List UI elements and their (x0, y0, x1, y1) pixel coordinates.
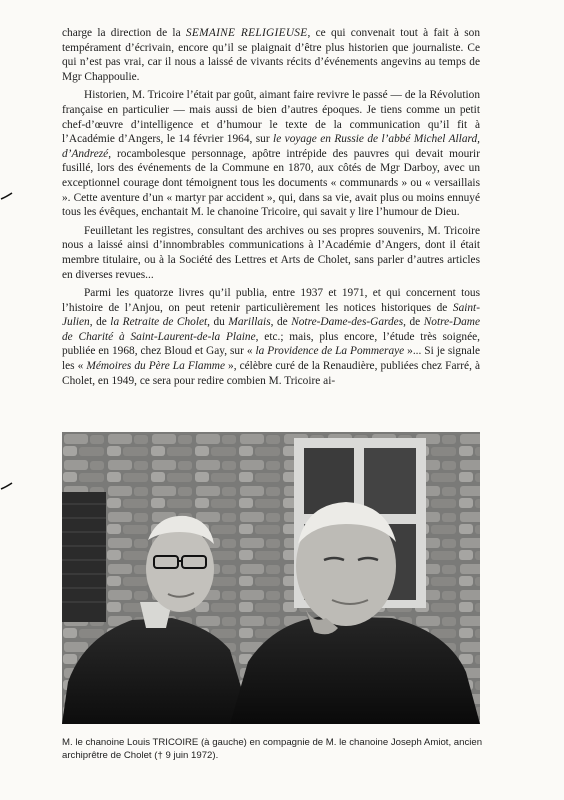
italic-run: SEMAINE RELIGIEUSE (185, 27, 308, 39)
text-run: , de (89, 316, 111, 329)
text-run: , du (207, 316, 229, 329)
italic-run: Saint-Julien (62, 301, 480, 329)
photo-caption: M. le chanoine Louis TRICOIRE (à gauche) en compagnie de M. le chanoine Joseph Amiot, ancien archiprêtre de Cholet († 9 juin 1972). (62, 737, 483, 761)
paragraph (62, 88, 480, 219)
text-run: Historien, M. Tricoire l’était par goût, aimant faire revivre le passé — de la Révolution française en particulier — mais aussi de bien d’autres époques. Je tiens comme un petit chef-d’œuvre d’intelligence et d’humour le texte de la communication qu’il fit à l’Académie d’Angers, le 14 février 1964, sur (62, 89, 480, 146)
margin-mark (0, 188, 14, 198)
italic-run: Marillais (228, 316, 271, 329)
article-text (62, 26, 480, 392)
italic-run: Mémoires du Père La Flamme (86, 360, 225, 373)
margin-mark (0, 478, 14, 488)
italic-run: la Providence de La Pommeraye (255, 345, 405, 358)
text-run: charge la direction de la (62, 27, 186, 39)
text-run: , etc.; mais, plus encore, l’étude très soignée, publiée en 1968, chez Bloud et Gay, sur « (62, 330, 480, 358)
text-run: Feuilletant les registres, consultant des archives ou ses propres souvenirs, M. Tricoire nous a laissé ainsi d’innombrables communications à l’Académie d’Angers, dont il était membre titulaire, ou à la Société des Lettres et Arts de Cholet, sans parler d’autres articles en diverses revues... (62, 224, 480, 281)
paragraph (62, 286, 480, 388)
text-run: , rocambolesque personnage, apôtre intrépide des pauvres qui devait mourir fusillé, lors des événements de la Commune en 1870, aux côtés de Mgr Darboy, avec un exceptionnel courage dont témoignent tous les documents « communards » ou « versaillais ». Cette aventure d’un « martyr par accident », qui, dans sa vie, avait plus ou moins ennuyé tous les évêques, enchantait M. le chanoine Tricoire, qui savait y lire l’humour de Dieu. (62, 147, 480, 219)
italic-run: la Retraite de Cholet (110, 316, 208, 329)
italic-run: Notre-Dame-des-Gardes (291, 316, 404, 329)
text-run: »... Si je signale les « (62, 345, 481, 373)
paragraph (62, 224, 480, 282)
paragraph (62, 26, 480, 84)
text-run: », célèbre curé de la Renaudière, publiées chez Farré, à Cholet, en 1949, ce sera pour redire combien M. Tricoire ai- (62, 360, 480, 387)
text-run: , ce qui convenait tout à fait à son tempérament d’écrivain, encore qu’il se plaignait d’être plus historien que journaliste. Ce qui n’est pas vrai, car il nous a laissé de vivants récits d’événements angevins au temps de Mgr Chappoulie. (62, 27, 480, 83)
italic-run: le voyage en Russie de l’abbé Michel Allard, d’Andrezé (62, 133, 480, 160)
text-run: , de (403, 316, 424, 329)
text-run: Parmi les quatorze livres qu’il publia, entre 1937 et 1971, et qui concernent tous l’histoire de l’Anjou, on peut retenir particulièrement les notices historiques de (62, 287, 480, 314)
italic-run: Notre-Dame de Charité à Saint-Laurent-de-la Plaine (62, 316, 481, 343)
text-run: , de (270, 316, 292, 329)
photograph (62, 432, 480, 724)
